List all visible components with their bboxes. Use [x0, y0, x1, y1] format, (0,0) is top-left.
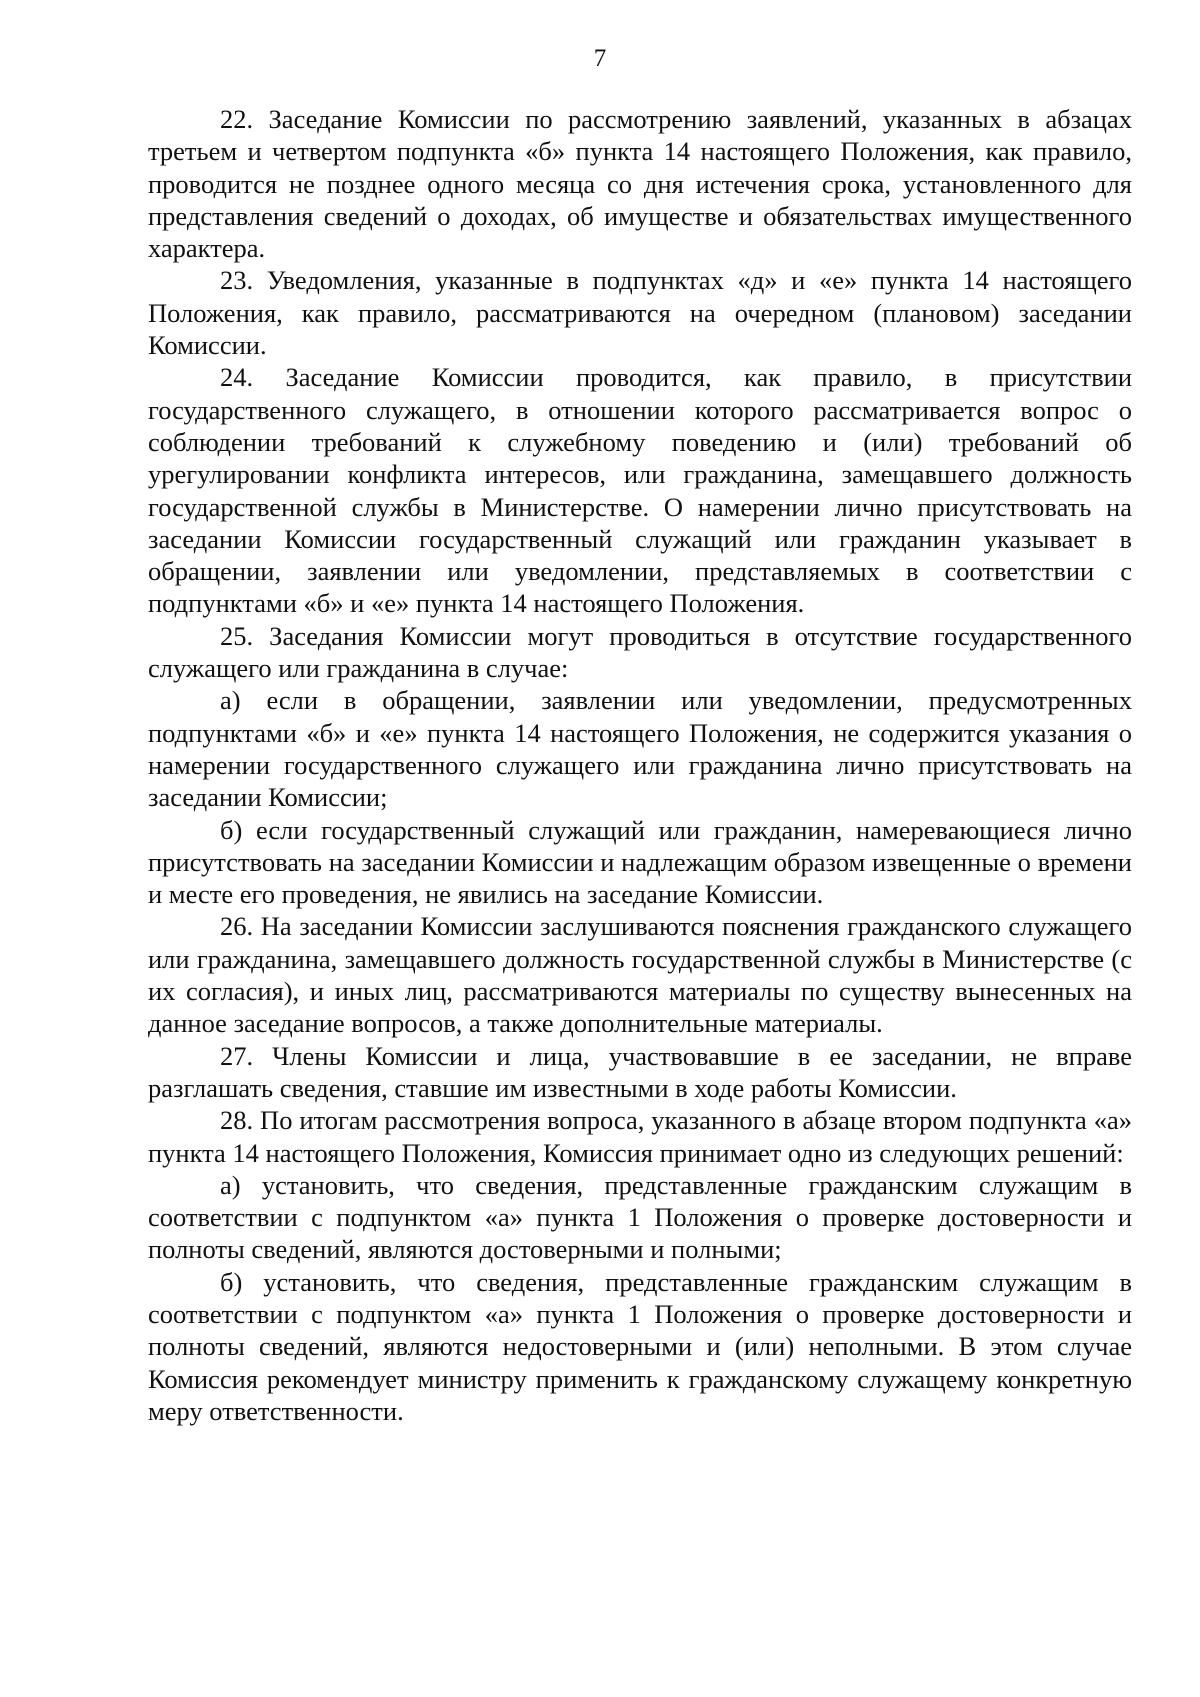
paragraph-27: 27. Члены Комиссии и лица, участвовавшие в ее заседании, не вправе разглашать сведения, ставшие им известными в ходе работы Комиссии. — [148, 1040, 1132, 1103]
document-body — [148, 103, 1132, 1427]
paragraph-28-b: б) установить, что сведения, представленные гражданским служащим в соответствии с подпунктом «а» пункта 1 Положения о проверке достоверности и полноты сведений, являются недостоверными и (или) неполными. В этом случае Комиссия рекомендует министру применить к гражданскому служащему конкретную меру ответственности. — [148, 1266, 1132, 1426]
paragraph-28: 28. По итогам рассмотрения вопроса, указанного в абзаце втором подпункта «а» пункта 14 настоящего Положения, Комиссия принимает одно из следующих решений: — [148, 1105, 1132, 1168]
paragraph-22: 22. Заседание Комиссии по рассмотрению заявлений, указанных в абзацах третьем и четвертом подпункта «б» пункта 14 настоящего Положения, как правило, проводится не позднее одного месяца со дня истечения срока, установленного для представления сведений о доходах, об имуществе и обязательствах имущественного характера. — [148, 104, 1132, 264]
paragraph-25-a: а) если в обращении, заявлении или уведомлении, предусмотренных подпунктами «б» и «е» пункта 14 настоящего Положения, не содержится указания о намерении государственного служащего или гражданина лично присутствовать на заседании Комиссии; — [148, 685, 1132, 813]
paragraph-25-b: б) если государственный служащий или гражданин, намеревающиеся лично присутствовать на заседании Комиссии и надлежащим образом извещенные о времени и месте его проведения, не явились на заседание Комиссии. — [148, 814, 1132, 910]
paragraph-28-a: а) установить, что сведения, представленные гражданским служащим в соответствии с подпунктом «а» пункта 1 Положения о проверке достоверности и полноты сведений, являются достоверными и полными; — [148, 1169, 1132, 1265]
paragraph-25: 25. Заседания Комиссии могут проводиться в отсутствие государственного служащего или гражданина в случае: — [148, 620, 1132, 684]
paragraph-26: 26. На заседании Комиссии заслушиваются пояснения гражданского служащего или гражданина, замещавшего должность государственной службы в Министерстве (с их согласия), и иных лиц, рассматриваются материалы по существу вынесенных на данное заседание вопросов, а также дополнительные материалы. — [148, 911, 1132, 1039]
paragraph-23: 23. Уведомления, указанные в подпунктах «д» и «е» пункта 14 настоящего Положения, как правило, рассматриваются на очередном (плановом) заседании Комиссии. — [148, 265, 1132, 361]
page-number: 7 — [593, 45, 607, 72]
paragraph-24: 24. Заседание Комиссии проводится, как правило, в присутствии государственного служащего, в отношении которого рассматривается вопрос о соблюдении требований к служебному поведению и (или) требований об урегулировании конфликта интересов, или гражданина, замещавшего должность государственной службы в Министерстве. О намерении лично присутствовать на заседании Комиссии государственный служащий или гражданин указывает в обращении, заявлении или уведомлении, представляемых в соответствии с подпунктами «б» и «е» пункта 14 настоящего Положения. — [148, 362, 1132, 619]
